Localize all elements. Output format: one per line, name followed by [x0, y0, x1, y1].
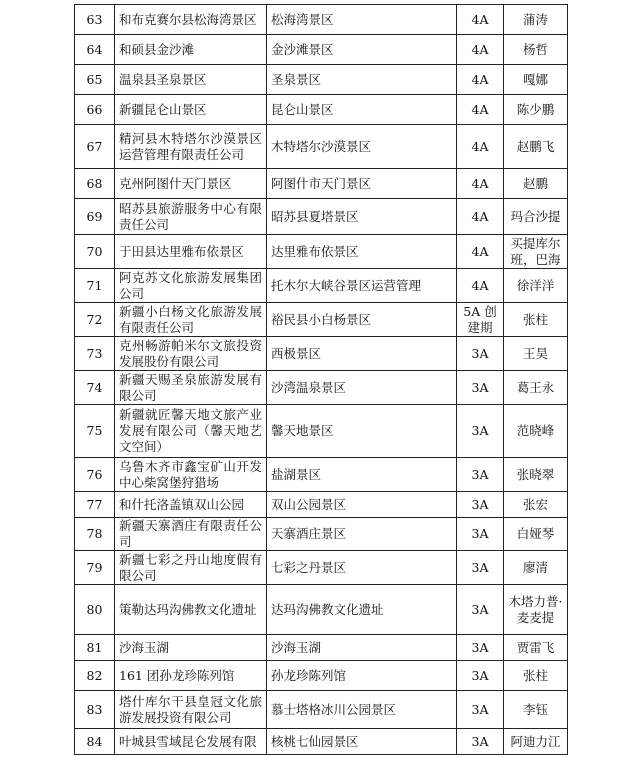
rating-level-cell	[457, 303, 504, 337]
contact-person: 嘎娜	[522, 71, 548, 87]
unit-name: 161 团孙龙珍陈列馆	[119, 667, 235, 683]
rating-level: 3A	[471, 639, 489, 655]
row-number-cell	[75, 235, 115, 269]
contact-person: 玛合沙提	[510, 208, 561, 224]
scenic-spot-name-cell	[267, 458, 457, 492]
contact-person: 徐洋洋	[516, 277, 555, 293]
row-number: 65	[86, 71, 103, 87]
row-number-cell	[75, 269, 115, 303]
rating-level-cell	[457, 551, 504, 585]
rating-level: 4A	[471, 71, 489, 87]
rating-level-cell	[457, 337, 504, 371]
rating-level: 4A	[471, 208, 489, 224]
row-number: 73	[86, 345, 103, 361]
unit-name-cell	[115, 125, 267, 169]
rating-level: 5A 创建期	[463, 303, 497, 335]
unit-name: 策勒达玛沟佛教文化遗址	[119, 601, 257, 617]
row-number: 83	[86, 701, 103, 717]
row-number: 67	[86, 138, 103, 154]
row-number: 68	[86, 175, 103, 191]
scenic-spot-name-cell	[267, 235, 457, 269]
row-number: 63	[86, 11, 103, 27]
rating-level: 3A	[471, 379, 489, 395]
scenic-spot-name-cell	[267, 691, 457, 729]
unit-name: 新疆天寨酒庄有限责任公司	[119, 518, 262, 549]
row-number: 84	[86, 733, 103, 749]
unit-name-cell	[115, 169, 267, 199]
rating-level-cell	[457, 5, 504, 35]
row-number: 71	[86, 277, 103, 293]
table-row	[75, 35, 568, 65]
unit-name-cell	[115, 551, 267, 585]
row-number-cell	[75, 65, 115, 95]
scenic-spot-name-cell	[267, 303, 457, 337]
table-row	[75, 551, 568, 585]
rating-level: 4A	[471, 243, 489, 259]
table-row	[75, 303, 568, 337]
unit-name-cell	[115, 405, 267, 458]
rating-level: 4A	[471, 101, 489, 117]
scenic-spot-name: 天寨酒庄景区	[271, 526, 347, 541]
row-number: 75	[86, 423, 103, 438]
rating-level-cell	[457, 65, 504, 95]
contact-person-cell	[504, 551, 568, 585]
scenic-spot-name: 金沙滩景区	[271, 41, 334, 57]
unit-name: 昭苏县旅游服务中心有限责任公司	[119, 200, 262, 232]
contact-person: 张柱	[522, 667, 548, 683]
unit-name: 和硕县金沙滩	[119, 41, 195, 57]
scenic-spot-name-cell	[267, 518, 457, 551]
table-row	[75, 169, 568, 199]
rating-level-cell	[457, 125, 504, 169]
scenic-spot-name: 双山公园景区	[271, 496, 347, 512]
contact-person-cell	[504, 661, 568, 691]
contact-person: 王昊	[522, 345, 548, 361]
scenic-spot-name: 松海湾景区	[271, 11, 334, 27]
contact-person: 陈少鹏	[516, 101, 555, 117]
rating-level-cell	[457, 518, 504, 551]
unit-name: 新疆天赐圣泉旅游发展有限公司	[119, 371, 262, 403]
contact-person-cell	[504, 125, 568, 169]
rating-level: 3A	[471, 345, 489, 361]
table-row	[75, 269, 568, 303]
contact-person: 木塔力普·麦麦提	[508, 593, 563, 625]
contact-person-cell	[504, 635, 568, 661]
unit-name: 温泉县圣泉景区	[119, 71, 207, 87]
scenic-spot-name: 达玛沟佛教文化遗址	[271, 601, 384, 617]
table-body	[75, 5, 568, 755]
table-row	[75, 405, 568, 458]
scenic-spot-name-cell	[267, 169, 457, 199]
unit-name-cell	[115, 729, 267, 755]
row-number-cell	[75, 585, 115, 635]
rating-level: 4A	[471, 175, 489, 191]
rating-level-cell	[457, 585, 504, 635]
row-number-cell	[75, 303, 115, 337]
contact-person-cell	[504, 337, 568, 371]
contact-person: 白娅琴	[516, 526, 555, 541]
row-number-cell	[75, 635, 115, 661]
rating-level: 3A	[471, 733, 489, 749]
rating-level: 3A	[471, 667, 489, 683]
scenic-spot-name-cell	[267, 492, 457, 518]
scenic-spot-name-cell	[267, 65, 457, 95]
row-number-cell	[75, 5, 115, 35]
scenic-spot-name: 木特塔尔沙漠景区	[271, 138, 372, 154]
rating-level: 3A	[471, 466, 489, 482]
unit-name-cell	[115, 269, 267, 303]
table-row	[75, 691, 568, 729]
unit-name: 新疆小白杨文化旅游发展有限责任公司	[119, 303, 262, 335]
contact-person: 赵鹏	[522, 175, 548, 191]
row-number-cell	[75, 405, 115, 458]
contact-person-cell	[504, 35, 568, 65]
row-number: 80	[86, 601, 103, 617]
unit-name: 克州阿图什天门景区	[119, 175, 232, 191]
row-number-cell	[75, 492, 115, 518]
scenic-spot-name-cell	[267, 5, 457, 35]
table-row	[75, 585, 568, 635]
unit-name-cell	[115, 371, 267, 405]
scenic-spot-name: 七彩之丹景区	[271, 559, 347, 575]
contact-person-cell	[504, 95, 568, 125]
rating-level-cell	[457, 492, 504, 518]
unit-name-cell	[115, 95, 267, 125]
contact-person-cell	[504, 691, 568, 729]
unit-name-cell	[115, 458, 267, 492]
scenic-spot-name-cell	[267, 35, 457, 65]
row-number-cell	[75, 35, 115, 65]
row-number: 64	[86, 41, 103, 57]
rating-level-cell	[457, 95, 504, 125]
row-number-cell	[75, 518, 115, 551]
rating-level-cell	[457, 691, 504, 729]
row-number-cell	[75, 661, 115, 691]
unit-name-cell	[115, 199, 267, 235]
attractions-table-page	[74, 4, 567, 755]
scenic-spot-name-cell	[267, 125, 457, 169]
rating-level-cell	[457, 235, 504, 269]
row-number-cell	[75, 691, 115, 729]
scenic-spot-name: 圣泉景区	[271, 71, 322, 87]
row-number-cell	[75, 125, 115, 169]
rating-level-cell	[457, 458, 504, 492]
row-number: 82	[86, 667, 103, 683]
rating-level-cell	[457, 371, 504, 405]
row-number-cell	[75, 199, 115, 235]
table-row	[75, 371, 568, 405]
unit-name-cell	[115, 5, 267, 35]
contact-person-cell	[504, 405, 568, 458]
row-number: 69	[86, 208, 103, 224]
row-number: 66	[86, 101, 103, 117]
scenic-spot-name-cell	[267, 405, 457, 458]
contact-person-cell	[504, 585, 568, 635]
contact-person-cell	[504, 5, 568, 35]
table-row	[75, 635, 568, 661]
rating-level: 3A	[471, 559, 489, 575]
unit-name-cell	[115, 492, 267, 518]
unit-name: 克州畅游帕米尔文旅投资发展股份有限公司	[119, 337, 262, 369]
row-number: 72	[86, 311, 103, 327]
contact-person: 买提库尔班，巴海	[510, 235, 561, 267]
row-number-cell	[75, 729, 115, 755]
scenic-spot-name-cell	[267, 661, 457, 691]
rating-level-cell	[457, 269, 504, 303]
contact-person: 杨哲	[522, 41, 548, 57]
unit-name: 和布克赛尔县松海湾景区	[119, 11, 257, 27]
contact-person-cell	[504, 518, 568, 551]
table-row	[75, 65, 568, 95]
attractions-table	[74, 4, 568, 755]
unit-name: 和什托洛盖镇双山公园	[119, 496, 245, 512]
contact-person-cell	[504, 729, 568, 755]
row-number-cell	[75, 371, 115, 405]
contact-person-cell	[504, 458, 568, 492]
table-row	[75, 95, 568, 125]
rating-level: 3A	[471, 496, 489, 512]
rating-level: 3A	[471, 601, 489, 617]
contact-person: 阿迪力江	[510, 733, 561, 749]
rating-level: 3A	[471, 423, 489, 438]
contact-person: 蒲涛	[522, 11, 548, 27]
scenic-spot-name-cell	[267, 95, 457, 125]
scenic-spot-name: 慕士塔格冰川公园景区	[271, 701, 397, 717]
scenic-spot-name: 沙海玉湖	[271, 639, 322, 655]
unit-name: 精河县木特塔尔沙漠景区运营管理有限责任公司	[119, 130, 262, 162]
table-row	[75, 199, 568, 235]
scenic-spot-name: 托木尔大峡谷景区运营管理	[271, 277, 422, 293]
row-number-cell	[75, 95, 115, 125]
row-number-cell	[75, 169, 115, 199]
scenic-spot-name-cell	[267, 199, 457, 235]
scenic-spot-name: 昆仑山景区	[271, 101, 334, 117]
unit-name-cell	[115, 661, 267, 691]
unit-name-cell	[115, 635, 267, 661]
contact-person: 李钰	[522, 701, 548, 717]
unit-name: 新疆就匠馨天地文旅产业发展有限公司（馨天地艺文空间）	[119, 407, 262, 454]
contact-person: 张宏	[522, 496, 548, 512]
scenic-spot-name-cell	[267, 729, 457, 755]
contact-person: 张柱	[522, 311, 548, 327]
contact-person-cell	[504, 303, 568, 337]
contact-person: 廖清	[522, 559, 548, 575]
scenic-spot-name: 沙湾温泉景区	[271, 379, 347, 395]
scenic-spot-name: 西极景区	[271, 345, 322, 361]
table-row	[75, 458, 568, 492]
table-row	[75, 729, 568, 755]
unit-name-cell	[115, 518, 267, 551]
table-row	[75, 518, 568, 551]
rating-level: 4A	[471, 41, 489, 57]
unit-name-cell	[115, 235, 267, 269]
unit-name-cell	[115, 303, 267, 337]
contact-person: 张晓翠	[516, 466, 555, 482]
unit-name: 塔什库尔干县皇冠文化旅游发展投资有限公司	[119, 693, 262, 725]
unit-name-cell	[115, 585, 267, 635]
scenic-spot-name-cell	[267, 371, 457, 405]
unit-name: 沙海玉湖	[119, 639, 170, 655]
rating-level: 4A	[471, 277, 489, 293]
contact-person-cell	[504, 492, 568, 518]
contact-person-cell	[504, 371, 568, 405]
table-row	[75, 661, 568, 691]
contact-person-cell	[504, 169, 568, 199]
row-number: 77	[86, 496, 103, 512]
rating-level-cell	[457, 729, 504, 755]
row-number-cell	[75, 337, 115, 371]
unit-name-cell	[115, 65, 267, 95]
contact-person-cell	[504, 65, 568, 95]
contact-person-cell	[504, 199, 568, 235]
unit-name: 阿克苏文化旅游发展集团公司	[119, 269, 262, 301]
scenic-spot-name-cell	[267, 551, 457, 585]
table-row	[75, 235, 568, 269]
scenic-spot-name: 盐湖景区	[271, 466, 322, 482]
contact-person: 范晓峰	[516, 423, 555, 438]
table-row	[75, 125, 568, 169]
row-number: 79	[86, 559, 103, 575]
row-number: 70	[86, 243, 103, 259]
unit-name: 新疆昆仑山景区	[119, 101, 207, 117]
scenic-spot-name-cell	[267, 635, 457, 661]
row-number: 76	[86, 466, 103, 482]
scenic-spot-name: 核桃七仙园景区	[271, 733, 359, 749]
row-number-cell	[75, 551, 115, 585]
rating-level: 3A	[471, 526, 489, 541]
unit-name-cell	[115, 337, 267, 371]
table-row	[75, 5, 568, 35]
scenic-spot-name: 阿图什市天门景区	[271, 175, 372, 191]
scenic-spot-name-cell	[267, 269, 457, 303]
contact-person: 贾雷飞	[516, 639, 555, 655]
table-row	[75, 337, 568, 371]
scenic-spot-name: 孙龙珍陈列馆	[271, 667, 347, 683]
rating-level: 4A	[471, 138, 489, 154]
row-number: 81	[86, 639, 103, 655]
contact-person-cell	[504, 235, 568, 269]
unit-name: 于田县达里雅布依景区	[119, 243, 245, 259]
rating-level-cell	[457, 169, 504, 199]
row-number-cell	[75, 458, 115, 492]
rating-level: 4A	[471, 11, 489, 27]
rating-level-cell	[457, 405, 504, 458]
scenic-spot-name: 达里雅布依景区	[271, 243, 359, 259]
rating-level: 3A	[471, 701, 489, 717]
row-number: 74	[86, 379, 103, 395]
unit-name: 乌鲁木齐市鑫宝矿山开发中心柴窝堡狩猎场	[119, 458, 262, 490]
contact-person: 赵鹏飞	[516, 138, 555, 154]
scenic-spot-name: 昭苏县夏塔景区	[271, 208, 359, 224]
unit-name-cell	[115, 35, 267, 65]
unit-name: 新疆七彩之丹山地度假有限公司	[119, 551, 262, 583]
unit-name-cell	[115, 691, 267, 729]
rating-level-cell	[457, 635, 504, 661]
rating-level-cell	[457, 199, 504, 235]
contact-person: 葛王永	[516, 379, 555, 395]
unit-name: 叶城县雪域昆仑发展有限	[119, 733, 257, 749]
scenic-spot-name-cell	[267, 337, 457, 371]
rating-level-cell	[457, 35, 504, 65]
scenic-spot-name: 裕民县小白杨景区	[271, 311, 372, 327]
table-row	[75, 492, 568, 518]
scenic-spot-name: 馨天地景区	[271, 423, 334, 438]
rating-level-cell	[457, 661, 504, 691]
row-number: 78	[86, 526, 103, 541]
scenic-spot-name-cell	[267, 585, 457, 635]
contact-person-cell	[504, 269, 568, 303]
